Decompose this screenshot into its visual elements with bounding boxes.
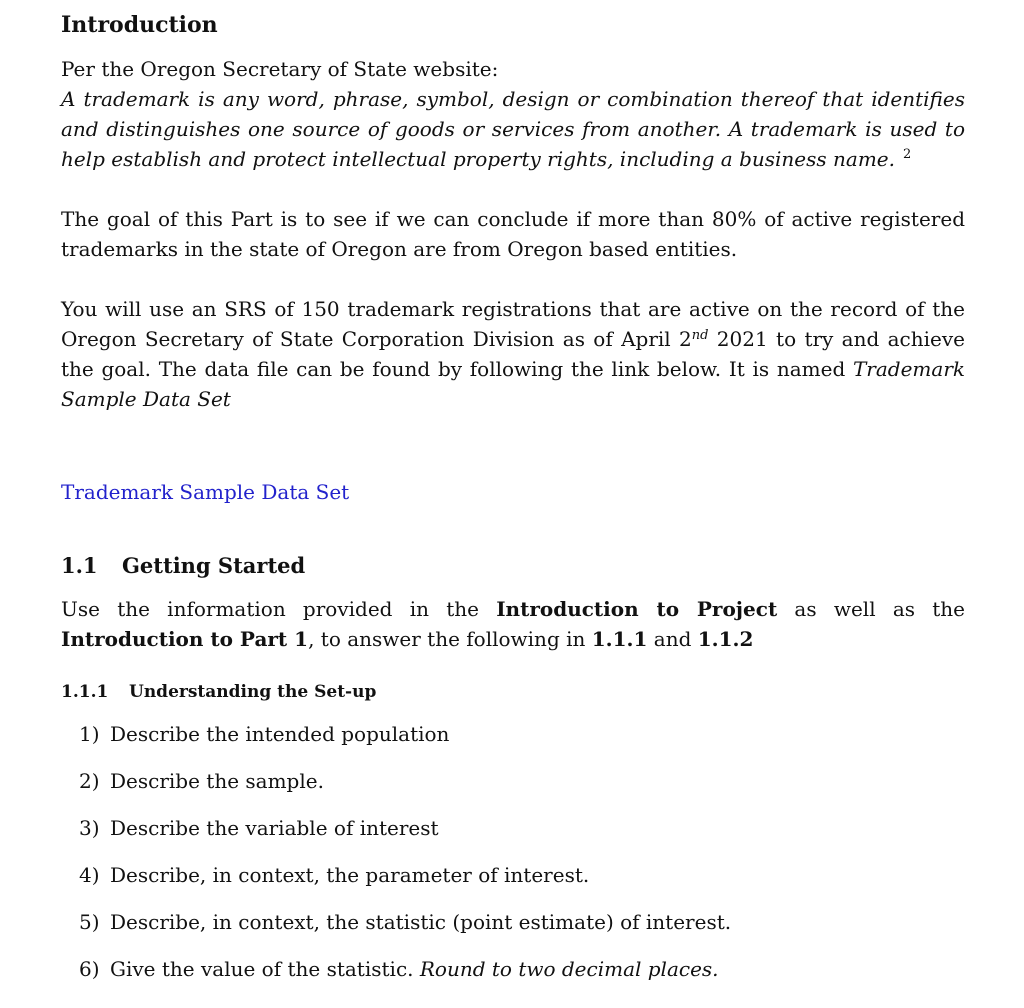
instructions-text: and [647, 627, 698, 651]
srs-text-middle: 2021 to try and achieve the goal. The data file can be found by following the link below. It is named [61, 327, 965, 381]
instructions-bold-reference: Introduction to Project [496, 597, 778, 621]
list-item [79, 766, 731, 813]
question-number: 5) [79, 910, 100, 934]
srs-text-start: You will use an SRS of 150 trademark registrations that are active on the record of the Oregon Secretary of State Corporation Division as of April 2 [61, 297, 965, 351]
list-item [79, 954, 731, 1001]
ordinal-superscript: nd [691, 328, 709, 343]
instructions-bold-reference: Introduction to Part 1 [61, 627, 309, 651]
subsection-number: 1.1.1 [61, 682, 109, 702]
quote-text: A trademark is any word, phrase, symbol, design or combination thereof that identifies and distinguishes one source of goods or services from another. A trademark is used to help establish and protect intellectual property rights, including a business name. [61, 87, 965, 171]
list-item [79, 860, 731, 907]
dataset-name-italic: Trademark Sample Data Set [61, 357, 965, 411]
question-number: 4) [79, 863, 100, 887]
question-text: Describe the intended population [110, 722, 450, 746]
question-text: Describe, in context, the parameter of interest. [110, 863, 590, 887]
section-heading [61, 551, 305, 581]
question-number: 3) [79, 816, 100, 840]
srs-paragraph [61, 294, 965, 414]
list-item [79, 813, 731, 860]
trademark-data-set-link[interactable]: Trademark Sample Data Set [61, 480, 350, 504]
instructions-paragraph [61, 594, 965, 654]
question-number: 6) [79, 957, 100, 981]
question-number: 2) [79, 769, 100, 793]
question-list [79, 719, 731, 1001]
question-text: Give the value of the statistic. [110, 957, 420, 981]
introduction-heading: Introduction [61, 12, 218, 38]
section-title: Getting Started [122, 553, 306, 578]
question-number: 1) [79, 722, 100, 746]
footnote-marker: 2 [902, 147, 912, 162]
section-number: 1.1 [61, 553, 98, 578]
question-text: Describe the sample. [110, 769, 324, 793]
list-item [79, 907, 731, 954]
instructions-text: , to answer the following in [308, 627, 592, 651]
instructions-bold-reference: 1.1.1 [591, 627, 648, 651]
subsection-title: Understanding the Set-up [129, 682, 377, 702]
question-rounding-note: Round to two decimal places. [419, 957, 719, 981]
instructions-text: as well as the [777, 597, 965, 621]
list-item [79, 719, 731, 766]
goal-paragraph: The goal of this Part is to see if we can conclude if more than 80% of active registered trademarks in the state of Oregon are from Oregon based entities. [61, 207, 965, 261]
subsection-heading [61, 679, 376, 705]
question-text: Describe, in context, the statistic (point estimate) of interest. [110, 910, 732, 934]
question-text: Describe the variable of interest [110, 816, 439, 840]
intro-lead-sentence: Per the Oregon Secretary of State website: [61, 57, 499, 81]
trademark-definition-quote [61, 84, 965, 174]
instructions-bold-reference: 1.1.2 [697, 627, 754, 651]
instructions-text: Use the information provided in the [61, 597, 497, 621]
